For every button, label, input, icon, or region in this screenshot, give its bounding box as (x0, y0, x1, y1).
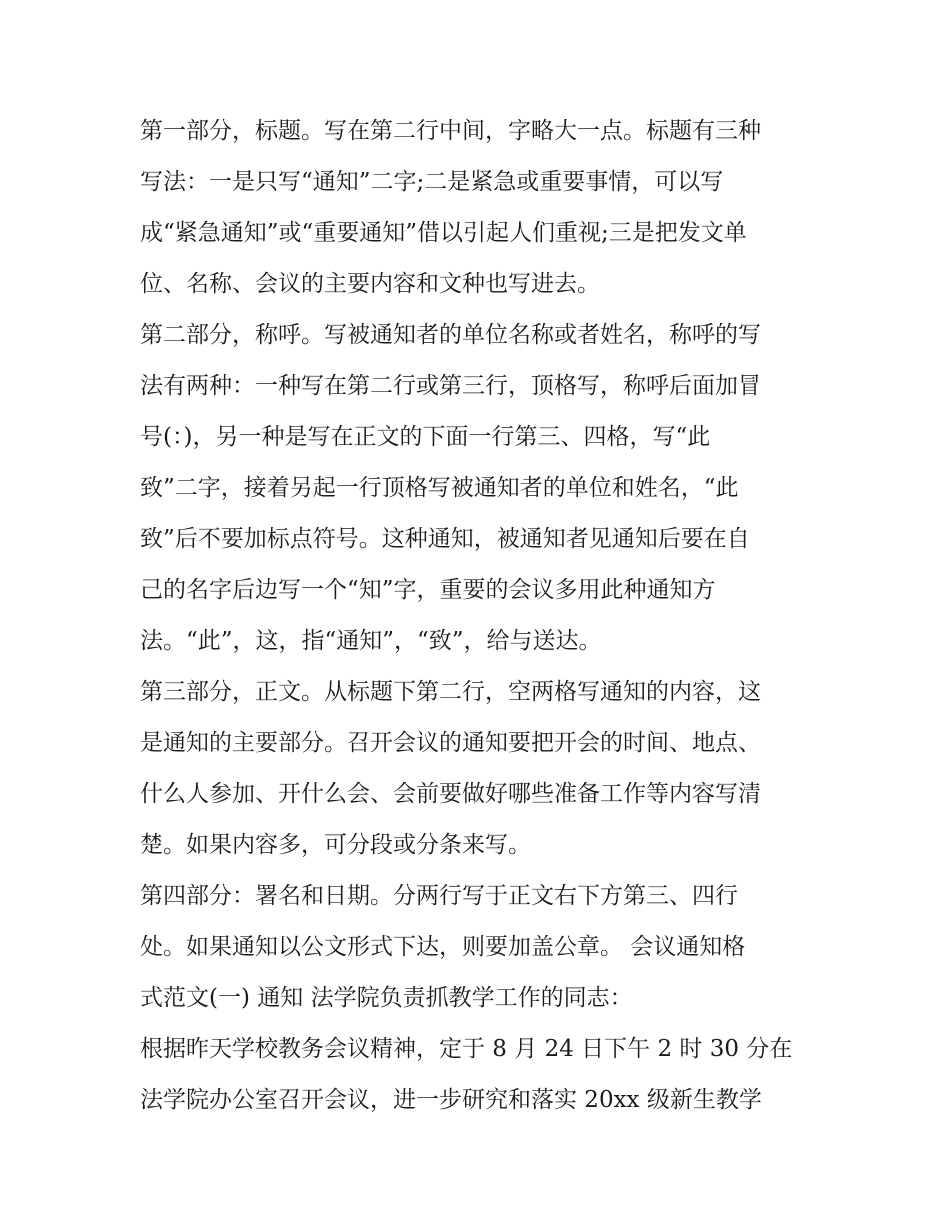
document-body (140, 106, 820, 1126)
text-line-1: 第一部分，标题。写在第二行中间，字略大一点。标题有三种 (140, 118, 761, 144)
text-line-13: 是通知的主要部分。召开会议的通知要把开会的时间、地点、 (140, 730, 761, 756)
text-line-14: 什么人参加、开什么会、会前要做好哪些准备工作等内容写清 (140, 781, 761, 807)
text-line-10: 己的名字后边写一个“知”字，重要的会议多用此种通知方 (140, 577, 716, 603)
text-line-5: 第二部分，称呼。写被通知者的单位名称或者姓名，称呼的写 (140, 322, 761, 348)
text-line-3: 成“紧急通知”或“重要通知”借以引起人们重视;三是把发文单 (140, 220, 747, 246)
text-line-16: 第四部分：署名和日期。分两行写于正文右下方第三、四行 (140, 883, 738, 909)
text-line-2: 写法：一是只写“通知”二字;二是紧急或重要事情，可以写 (140, 169, 724, 195)
text-line-4: 位、名称、会议的主要内容和文种也写进去。 (140, 271, 600, 297)
text-line-8: 致”二字，接着另起一行顶格写被通知者的单位和姓名，“此 (140, 475, 739, 501)
text-line-11: 法。“此”，这，指“通知”，“致”，给与送达。 (140, 628, 602, 654)
text-line-7: 号(：)，另一种是写在正文的下面一行第三、四格，写“此 (140, 424, 711, 450)
text-line-12: 第三部分，正文。从标题下第二行，空两格写通知的内容，这 (140, 679, 761, 705)
text-line-6: 法有两种：一种写在第二行或第三行，顶格写，称呼后面加冒 (140, 373, 761, 399)
text-line-9: 致”后不要加标点符号。这种通知，被通知者见通知后要在自 (140, 526, 750, 552)
text-line-18: 式范文(一) 通知 法学院负责抓教学工作的同志： (140, 985, 633, 1011)
text-line-17: 处。如果通知以公文形式下达，则要加盖公章。 会议通知格 (140, 934, 746, 960)
text-line-19: 根据昨天学校教务会议精神，定于 8 月 24 日下午 2 时 30 分在 (140, 1036, 793, 1062)
text-line-15: 楚。如果内容多，可分段或分条来写。 (140, 832, 531, 858)
text-line-20: 法学院办公室召开会议，进一步研究和落实 20xx 级新生教学 (140, 1087, 762, 1113)
